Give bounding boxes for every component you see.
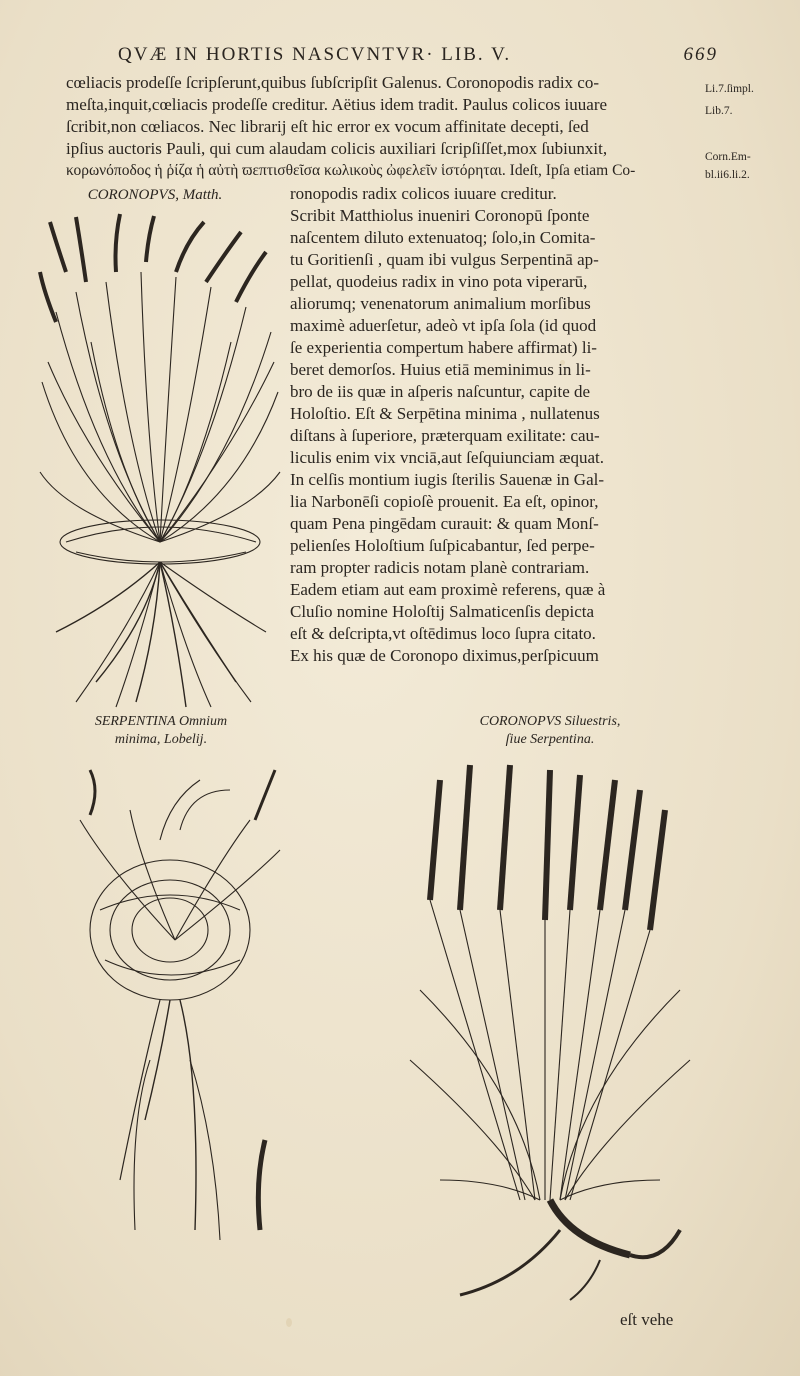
margin-note: bl.ii6.li.2. xyxy=(705,169,750,181)
caption-line: ſiue Serpentina. xyxy=(505,732,595,747)
figure-caption xyxy=(46,713,276,749)
text-line: ipſius auctoris Pauli, qui cum alaudam colicis auxiliari ſcripſiſſet,mox ſubiunxit, xyxy=(66,139,608,158)
margin-note: Lib.7. xyxy=(705,105,733,117)
text-line: eſt & deſcripta,vt oſtēdimus loco ſupra citato. xyxy=(290,624,596,643)
text-line: ram propter radicis notam planè contrariam. xyxy=(290,558,590,577)
text-line: Cluſio nomine Holoſtij Salmaticenſis depicta xyxy=(290,602,595,621)
text-line: aliorumq; venenatorum animalium morſibus xyxy=(290,294,591,313)
catchword: eſt vehe xyxy=(620,1310,674,1329)
text-line: tu Goritienſi , quam ibi vulgus Serpentinā ap- xyxy=(290,250,599,269)
caption-line: minima, Lobelij. xyxy=(114,732,208,747)
text-line: pelienſes Holoſtium ſuſpicabantur, ſed perpe- xyxy=(290,536,595,555)
caption-line: CORONOPVS Siluestris, xyxy=(479,714,621,729)
page-number: 669 xyxy=(683,44,718,65)
text-line: naſcentem diluto extenuatoq; ſolo,in Comita- xyxy=(290,228,596,247)
text-line: ronopodis radix colicos iuuare creditur. xyxy=(290,184,557,203)
caption-line: SERPENTINA Omnium xyxy=(94,714,228,729)
margin-note: Corn.Em- xyxy=(705,151,751,163)
text-line: beret demorſos. Huius etiā meminimus in li- xyxy=(290,360,591,379)
text-line: quam Pena pingēdam curauit: & quam Monſ- xyxy=(290,514,599,533)
figure-caption xyxy=(420,713,680,749)
text-line: cœliacis prodeſſe ſcripſerunt,quibus ſubſcripſit Galenus. Coronopodis radix co- xyxy=(66,73,600,92)
text-line: liculis enim vix vnciā,aut ſeſquiunciam æquat. xyxy=(290,448,604,467)
text-line: Scribit Matthiolus inueniri Coronopū ſponte xyxy=(290,206,590,225)
text-line: bro de iis quæ in aſperis naſcuntur, capite de xyxy=(290,382,591,401)
figure-caption: CORONOPVS, Matth. xyxy=(87,187,223,203)
text-line: In celſis montium iugis ſterilis Sauenæ in Gal- xyxy=(290,470,604,489)
plant-coronopus-siluestris-woodcut xyxy=(400,760,700,1305)
text-line: ſe experientia compertum habere affirmat) li- xyxy=(290,338,597,357)
running-title: QVÆ IN HORTIS NASCVNTVR· LIB. V. xyxy=(118,44,512,65)
text-line: Ex his quæ de Coronopo diximus,perſpicuum xyxy=(290,646,599,665)
foxing-spot xyxy=(286,1318,292,1327)
text-line: pellat, quodeius radix in vino pota viperarū, xyxy=(290,272,588,291)
text-line: κορωνόποδος ἡ ῥίζα ἡ αὐτὴ ϖεπτισθεῖσα κωλικοὺς ὠφελεῖν ἱστόρηται. Ideſt, Ipſa etiam Co- xyxy=(66,162,636,179)
text-line: meſta,inquit,cœliacis prodeſſe creditur. Aëtius idem tradit. Paulus colicos iuuare xyxy=(66,95,608,114)
text-line: maximè aduerſetur, adeò vt ipſa ſola (id quod xyxy=(290,316,597,335)
margin-note: Li.7.ſimpl. xyxy=(705,83,754,95)
plant-serpentina-minima-woodcut xyxy=(50,760,310,1260)
plant-coronopus-woodcut xyxy=(36,212,284,710)
text-line: ſcribit,non cœliacos. Nec librarij eſt hic error ex vocum affinitate decepti, ſed xyxy=(66,117,589,136)
text-line: Holoſtio. Eſt & Serpētina minima , nullatenus xyxy=(290,404,600,423)
text-line: lia Narbonēſi copioſè prouenit. Ea eſt, opinor, xyxy=(290,492,599,511)
text-line: diſtans à ſuperiore, præterquam exilitate: cau- xyxy=(290,426,600,445)
running-header xyxy=(118,44,718,70)
text-line: Eadem etiam aut eam proximè referens, quæ à xyxy=(290,580,606,599)
